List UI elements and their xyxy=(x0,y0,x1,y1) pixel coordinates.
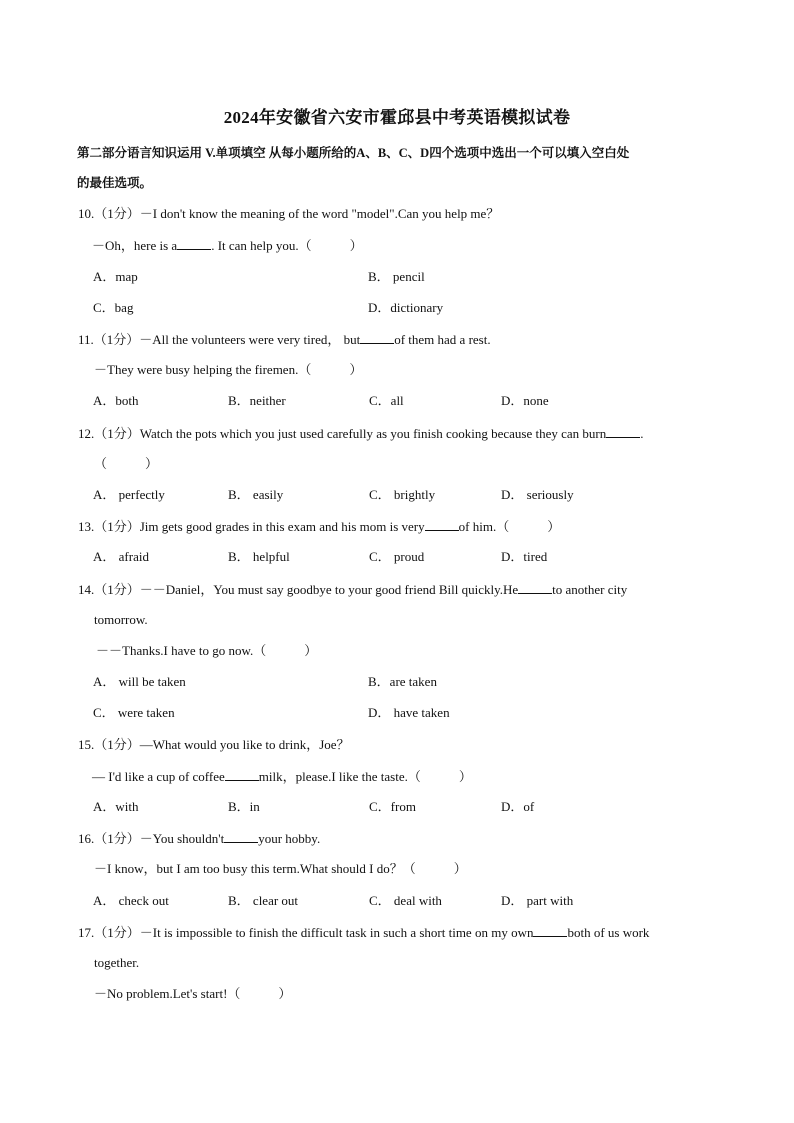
question-stem: 11.（1分）－All the volunteers were very tired， but of them had a rest. xyxy=(78,332,491,347)
question-stem: 12.（1分）Watch the pots which you just used carefully as you finish cooking because they can burn . xyxy=(78,426,644,441)
option-c[interactable]: C． deal with xyxy=(369,893,442,908)
question-stem: 10.（1分）－I don't know the meaning of the word "model".Can you help me？ xyxy=(78,206,500,221)
option-d[interactable]: D．tired xyxy=(501,549,548,564)
option-d[interactable]: D． seriously xyxy=(501,487,574,502)
section-instructions xyxy=(77,138,722,198)
question-stem: 16.（1分）－You shouldn't your hobby. xyxy=(78,831,321,846)
option-b[interactable]: B．neither xyxy=(228,393,286,408)
option-c[interactable]: C． brightly xyxy=(369,487,436,502)
answer-blank xyxy=(225,768,259,781)
option-d[interactable]: D． have taken xyxy=(368,705,450,720)
answer-blank xyxy=(360,331,394,344)
option-c[interactable]: C．all xyxy=(369,393,404,408)
option-a[interactable]: A．both xyxy=(93,393,139,408)
question-dialog-line: －－Thanks.I have to go now.（ ） xyxy=(96,643,318,658)
option-a[interactable]: A． check out xyxy=(93,893,169,908)
answer-parentheses: （ ） xyxy=(94,456,159,471)
option-d[interactable]: D． part with xyxy=(501,893,574,908)
option-b[interactable]: B． pencil xyxy=(368,269,425,284)
question-stem: 13.（1分）Jim gets good grades in this exam and his mom is very of him.（ ） xyxy=(78,519,561,534)
option-b[interactable]: B．are taken xyxy=(368,674,437,689)
answer-blank xyxy=(177,237,211,250)
option-a[interactable]: A． afraid xyxy=(93,549,149,564)
instructions-line-2: 的最佳选项。 xyxy=(77,176,153,190)
answer-blank xyxy=(224,830,258,843)
question-dialog-line: －No problem.Let's start!（ ） xyxy=(94,986,292,1001)
answer-blank xyxy=(518,581,552,594)
answer-blank xyxy=(606,425,640,438)
option-d[interactable]: D．dictionary xyxy=(368,300,444,315)
option-c[interactable]: C．from xyxy=(369,799,416,814)
question-stem: 15.（1分）—What would you like to drink，Joe？ xyxy=(78,737,350,752)
question-dialog-line: －They were busy helping the firemen.（ ） xyxy=(94,362,363,377)
option-b[interactable]: B． helpful xyxy=(228,549,290,564)
option-a[interactable]: A．with xyxy=(93,799,139,814)
answer-blank xyxy=(533,924,567,937)
question-stem-continued: tomorrow. xyxy=(94,612,148,627)
question-stem-continued: together. xyxy=(94,955,140,970)
instructions-line-1: 第二部分语言知识运用 V.单项填空 从每小题所给的A、B、C、D四个选项中选出一个可以填入空白处 xyxy=(77,146,630,160)
page-title: 2024年安徽省六安市霍邱县中考英语模拟试卷 xyxy=(223,108,571,127)
option-a[interactable]: A．map xyxy=(93,269,138,284)
option-b[interactable]: B． clear out xyxy=(228,893,299,908)
option-c[interactable]: C． were taken xyxy=(93,705,175,720)
question-stem: 14.（1分）－－Daniel，You must say goodbye to your good friend Bill quickly.He to another city xyxy=(78,582,628,597)
option-a[interactable]: A． will be taken xyxy=(93,674,186,689)
option-d[interactable]: D．of xyxy=(501,799,535,814)
question-dialog-line: — I'd like a cup of coffee milk，please.I like the taste.（ ） xyxy=(92,769,472,784)
option-c[interactable]: C． proud xyxy=(369,549,425,564)
answer-blank xyxy=(425,518,459,531)
question-dialog-line: －Oh，here is a . It can help you.（ ） xyxy=(92,238,363,253)
option-d[interactable]: D．none xyxy=(501,393,549,408)
question-dialog-line: －I know，but I am too busy this term.What should I do？（ ） xyxy=(94,861,467,876)
option-a[interactable]: A． perfectly xyxy=(93,487,165,502)
question-stem: 17.（1分）－It is impossible to finish the difficult task in such a short time on my own both of us work xyxy=(78,925,650,940)
option-b[interactable]: B． easily xyxy=(228,487,284,502)
option-b[interactable]: B．in xyxy=(228,799,260,814)
option-c[interactable]: C．bag xyxy=(93,300,134,315)
